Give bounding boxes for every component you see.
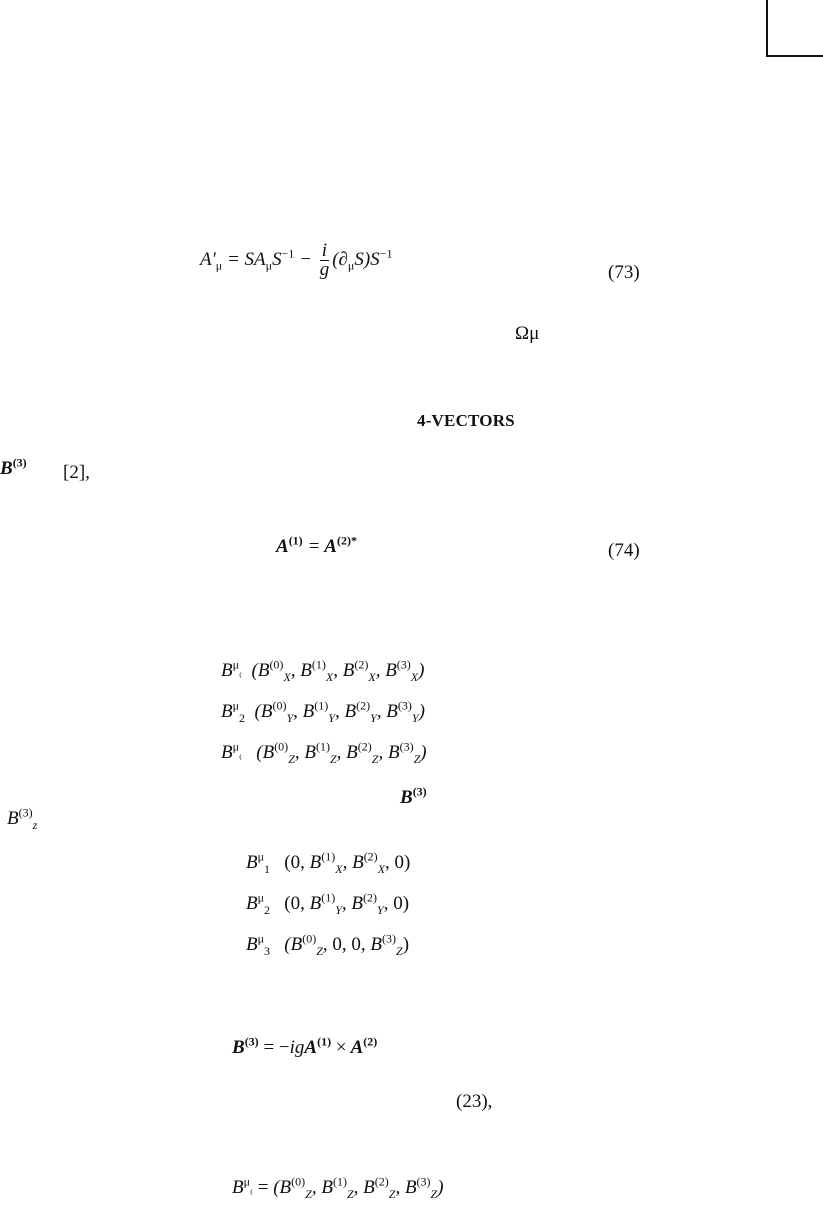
equation-74: $A^{(1)} = A^{(2)*}$	[276, 533, 357, 557]
bz-vector-equation: $B^\mu_{^(} = (B^{(0)}_Z$, $B^{(1)}_Z$, $B^{(2)}_Z$, $B^{(3)}_Z$)	[232, 1174, 444, 1201]
b3-mid-symbol: $B^{(3)}$	[400, 784, 427, 808]
b3-cross-product-equation: $B^{(3)} = -igA^{(1)} \times A^{(2)}$	[232, 1034, 378, 1058]
equation-73: $A'_\mu = SA_\mu S^{-1}$ − $\frac{i}{g}$ $(\partial_\mu S)S^{-1}$	[200, 240, 393, 280]
page-corner-box	[766, 0, 823, 57]
b1-vector-line: $B^\mu_1$ (0, $B^{(1)}_X$, $B^{(2)}_X$, 0)	[246, 849, 411, 876]
b-vector-x-line: $B^\mu_{^(}$ ($B^{(0)}_X$, $B^{(1)}_X$, $B^{(2)}_X$, $B^{(3)}_X$)	[221, 657, 425, 684]
omega-mu-symbol: Ωμ	[515, 323, 540, 344]
equation-number-74: (74)	[608, 540, 640, 561]
section-heading: 4-VECTORS	[417, 411, 515, 430]
b3-vector-line: $B^\mu_3$ ($B^{(0)}_Z$, 0, 0, $B^{(3)}_Z$)	[246, 931, 410, 958]
reference-23: (23),	[456, 1091, 493, 1112]
b-vector-z-line: $B^\mu_{^(}$ ($B^{(0)}_Z$, $B^{(1)}_Z$, $B^{(2)}_Z$, $B^{(3)}_Z$)	[221, 739, 427, 766]
b3-inline-symbol: $B^{(3)}$	[0, 455, 27, 479]
bz3-symbol: $B^{(3)}_z$	[7, 805, 38, 832]
b2-vector-line: $B^\mu_2$ (0, $B^{(1)}_Y$, $B^{(2)}_Y$, 0)	[246, 890, 410, 917]
reference-2: [2],	[63, 462, 90, 483]
b-vector-y-line: $B^\mu_2$ ($B^{(0)}_Y$, $B^{(1)}_Y$, $B^{(2)}_Y$, $B^{(3)}_Y$)	[221, 698, 425, 725]
equation-number-73: (73)	[608, 262, 640, 283]
